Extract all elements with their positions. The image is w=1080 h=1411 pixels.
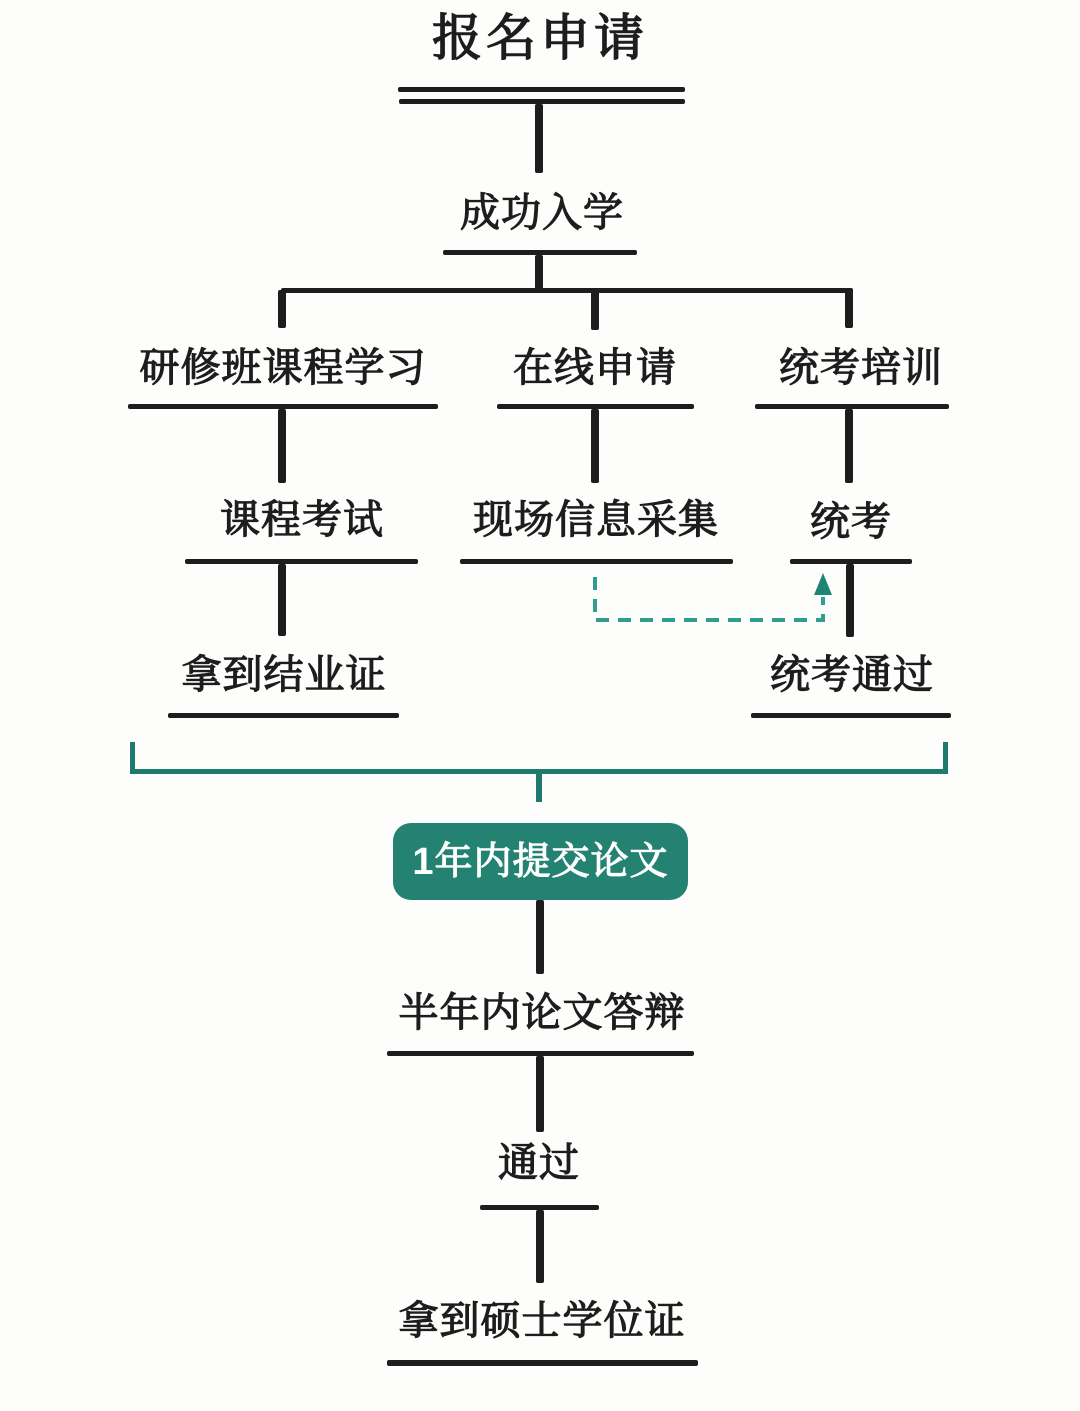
node-onsite-info-collection: 现场信息采集 <box>473 498 719 542</box>
branch-drop-middle <box>591 290 599 330</box>
node-thesis-defense: 半年内论文答辩 <box>398 991 686 1035</box>
application-title-text: 报名申请 <box>432 10 648 66</box>
connector-box-defense <box>536 900 544 974</box>
dashed-path <box>595 577 823 620</box>
branch-drop-right <box>845 290 853 328</box>
connector-enrollment-branch <box>535 255 543 291</box>
master-degree-underline <box>387 1360 698 1366</box>
submit-thesis-label: 1年内提交论文 <box>412 840 669 883</box>
exam-training-underline <box>755 404 949 409</box>
node-pass: 通过 <box>498 1141 580 1185</box>
bracket-center-drop <box>536 774 542 802</box>
exam-passed-underline <box>751 713 951 718</box>
arrow-up-icon <box>814 573 832 595</box>
dashed-feedback-arrow <box>560 563 860 633</box>
bracket-right-stub <box>943 742 948 774</box>
branch-drop-left <box>278 290 286 328</box>
connector-defense-pass <box>536 1056 544 1132</box>
node-submit-thesis-box <box>393 823 688 900</box>
node-master-degree-certificate: 拿到硕士学位证 <box>398 1299 686 1343</box>
node-seminar-course-study: 研修班课程学习 <box>139 346 427 390</box>
connector-pass-degree <box>536 1210 544 1283</box>
node-completion-certificate: 拿到结业证 <box>181 653 387 697</box>
node-unified-exam: 统考 <box>810 500 892 544</box>
connector-online-onsite <box>591 409 599 483</box>
connector-title-enrollment <box>535 104 543 173</box>
title-underline-bottom <box>399 99 685 104</box>
connector-training-unified-exam <box>845 409 853 483</box>
node-unified-exam-training: 统考培训 <box>779 346 943 390</box>
branch-line <box>281 288 853 293</box>
course-exam-underline <box>185 559 418 564</box>
node-course-exam: 课程考试 <box>220 498 384 542</box>
node-online-apply: 在线申请 <box>513 346 677 390</box>
completion-cert-underline <box>168 713 399 718</box>
title-underline-top <box>398 87 685 92</box>
node-application-title <box>432 10 648 66</box>
node-enrollment: 成功入学 <box>460 191 624 235</box>
node-unified-exam-passed: 统考通过 <box>770 653 934 697</box>
connector-course-exam-cert <box>278 564 286 636</box>
connector-seminar-course-exam <box>278 409 286 483</box>
